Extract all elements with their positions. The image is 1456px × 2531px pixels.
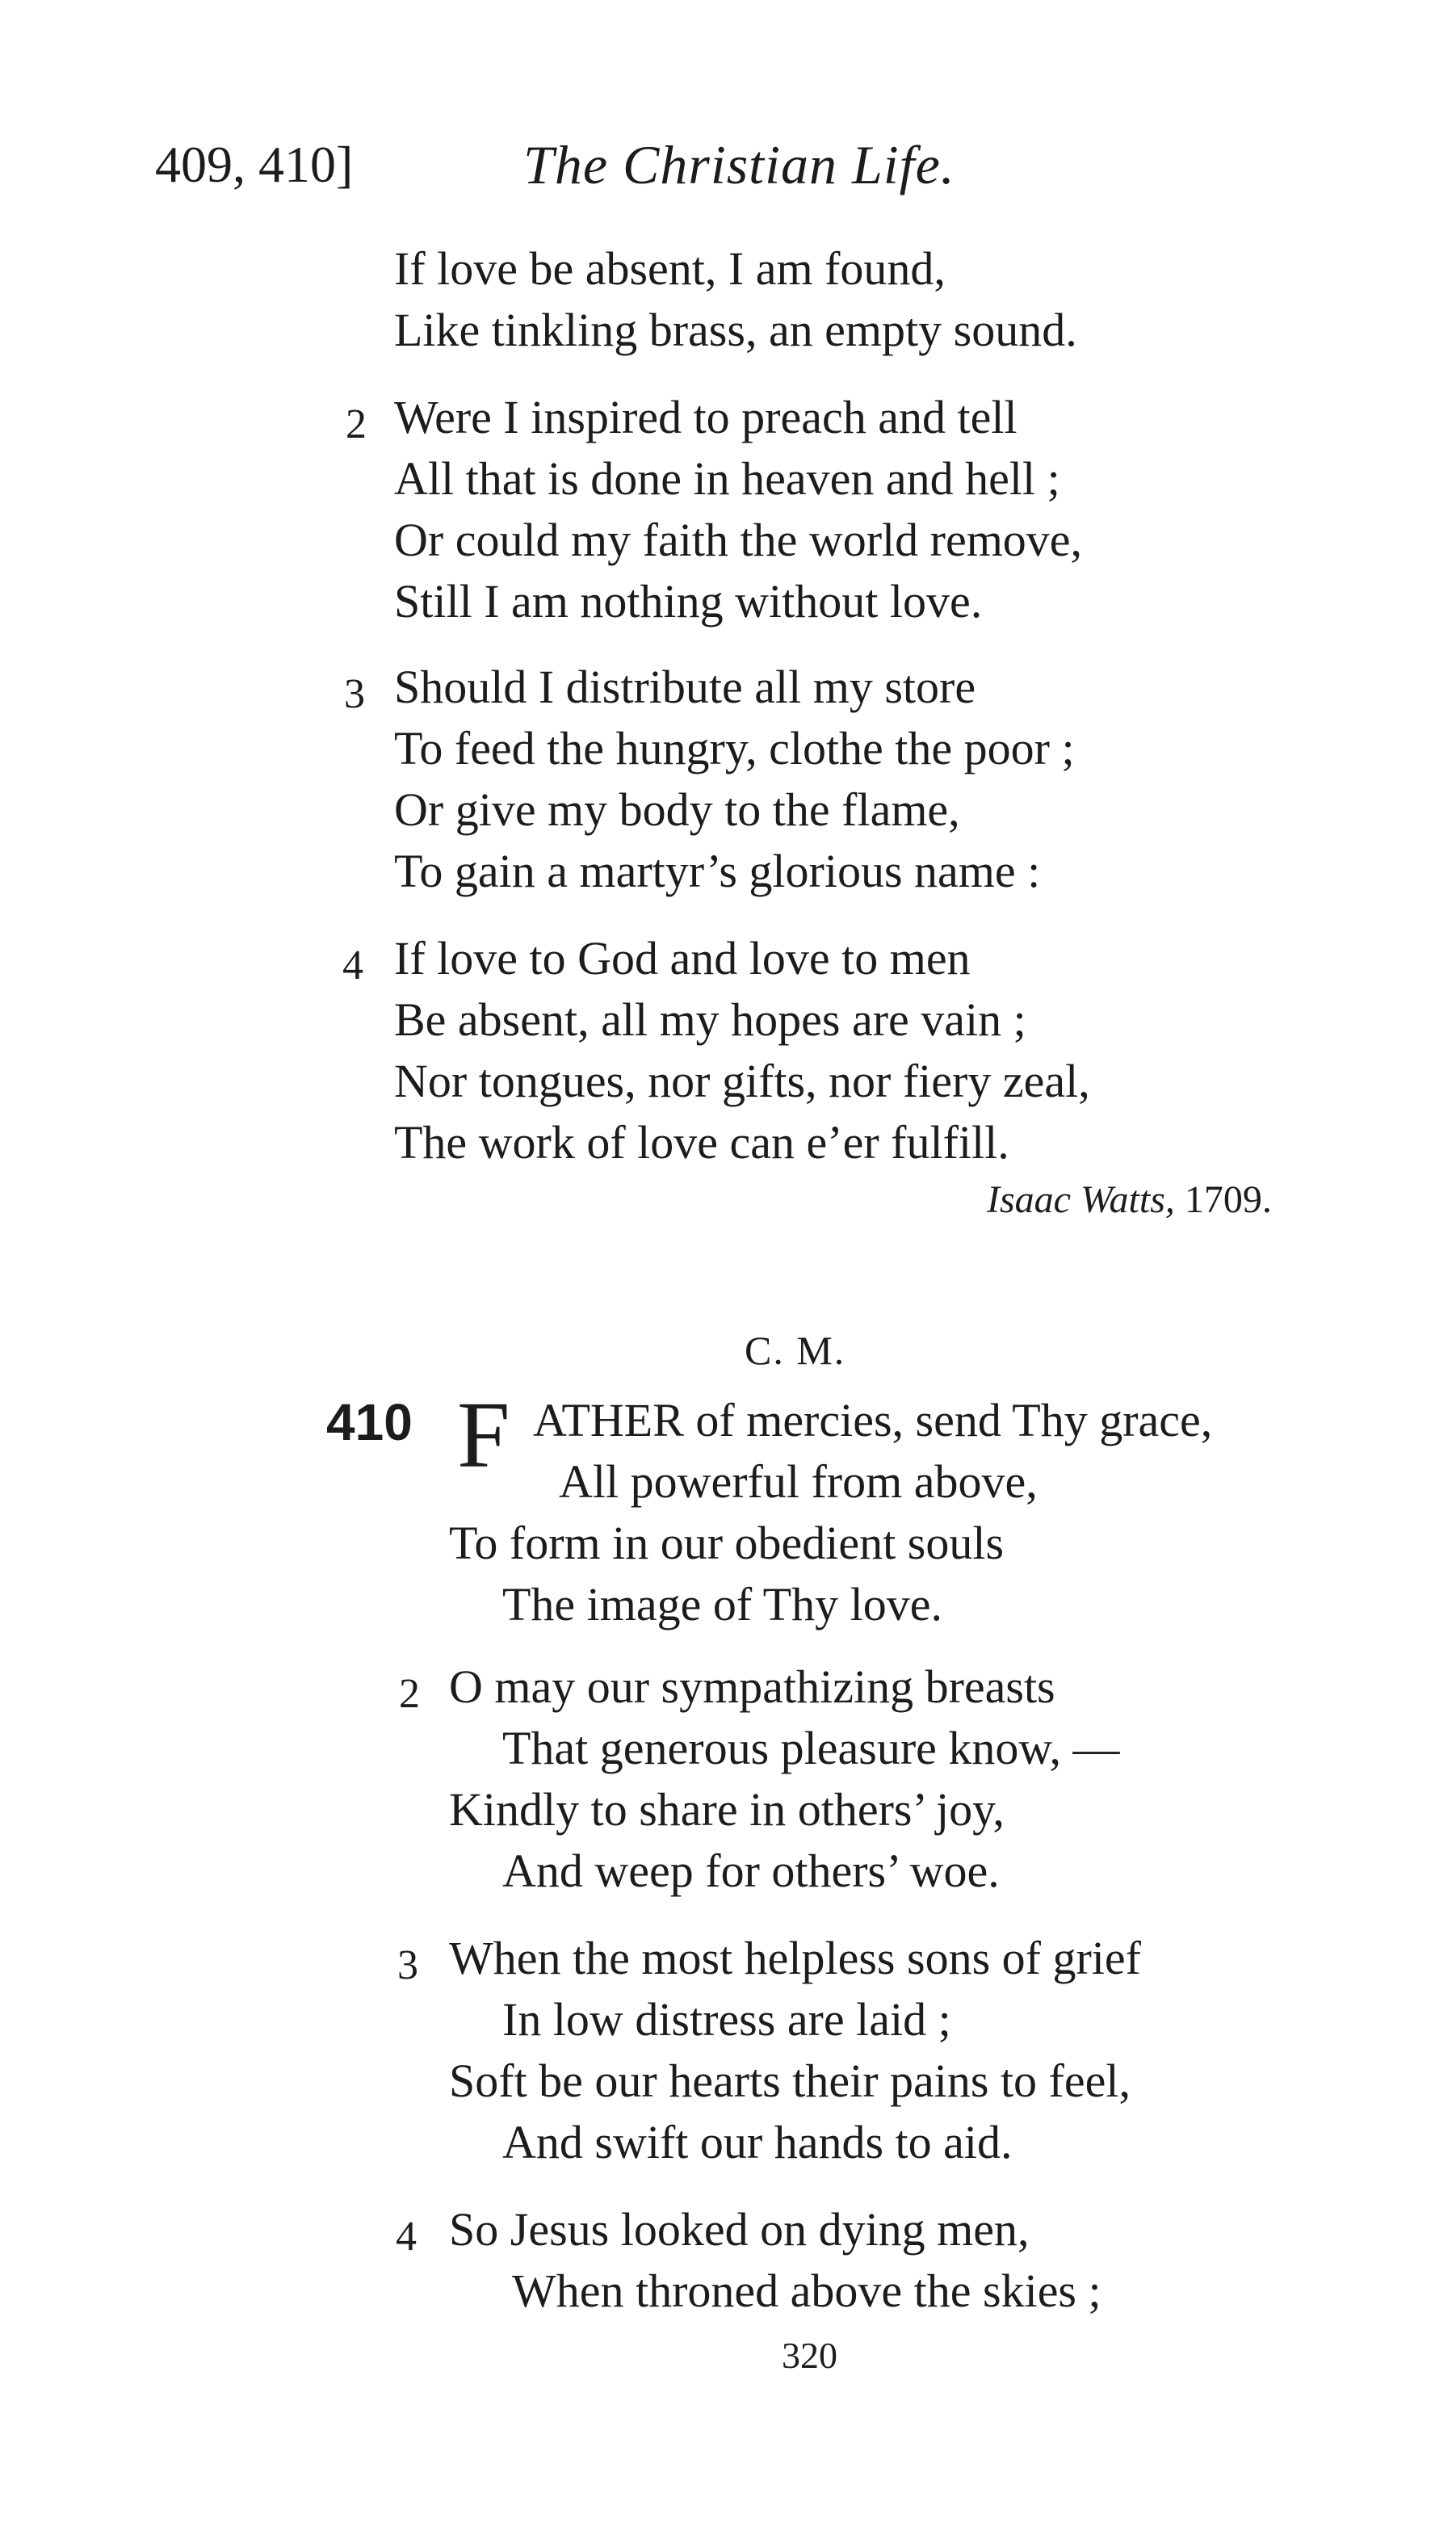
verse-number: 2 [399, 1671, 420, 1717]
hymn409-line: The work of love can e’er fulfill. [394, 1116, 1009, 1169]
hymn410-line: The image of Thy love. [502, 1578, 942, 1631]
hymn409-line: If love to God and love to men [394, 932, 971, 984]
verse-number: 3 [344, 671, 365, 717]
verse-number: 4 [342, 942, 363, 988]
hymn410-line: O may our sympathizing breasts [449, 1660, 1055, 1713]
hymn409-line: Were I inspired to preach and tell [394, 391, 1018, 443]
hymn410-line: In low distress are laid ; [502, 1993, 951, 2046]
meter-label: C. M. [745, 1328, 846, 1373]
drop-cap: F [457, 1382, 510, 1488]
hymn410-line: And swift our hands to aid. [502, 2116, 1013, 2168]
hymn409-line: To feed the hungry, clothe the poor ; [394, 722, 1075, 774]
hymn409-line: Like tinkling brass, an empty sound. [394, 304, 1077, 356]
hymn410-line: When the most helpless sons of grief [449, 1932, 1141, 1984]
verse-number: 4 [396, 2214, 417, 2260]
hymn409-line: Or give my body to the flame, [394, 783, 960, 836]
page-number: 320 [782, 2335, 837, 2376]
hymn409-line: Or could my faith the world remove, [394, 514, 1083, 566]
hymn409-line: To gain a martyr’s glorious name : [394, 845, 1041, 897]
hymn410-line: ATHER of mercies, send Thy grace, [533, 1394, 1213, 1446]
verse-number: 2 [346, 401, 367, 447]
hymn409-line: Nor tongues, nor gifts, nor fiery zeal, [394, 1055, 1090, 1107]
author-name: Isaac Watts, [987, 1178, 1175, 1221]
hymn409-line: If love be absent, I am found, [394, 242, 946, 295]
hymn409-line: Still I am nothing without love. [394, 575, 983, 628]
author-year: 1709. [1184, 1178, 1272, 1221]
hymn410-line: So Jesus looked on dying men, [449, 2203, 1030, 2256]
hymn409-line: Be absent, all my hopes are vain ; [394, 993, 1026, 1046]
hymn409-line: Should I distribute all my store [394, 661, 976, 713]
hymn-number: 410 [326, 1393, 413, 1451]
hymn410-line: To form in our obedient souls [449, 1517, 1005, 1569]
header-section-title: The Christian Life. [523, 134, 955, 195]
hymn410-line: When throned above the skies ; [512, 2264, 1101, 2317]
hymn410-line: And weep for others’ woe. [502, 1845, 1000, 1897]
verse-number: 3 [397, 1942, 418, 1988]
author-attribution [987, 1178, 1272, 1221]
hymn410-line: That generous pleasure know, — [502, 1722, 1120, 1774]
hymn410-line: Soft be our hearts their pains to feel, [449, 2055, 1131, 2107]
hymn409-line: All that is done in heaven and hell ; [394, 452, 1060, 505]
hymn410-line: Kindly to share in others’ joy, [449, 1783, 1005, 1836]
header-hymn-numbers: 409, 410] [155, 136, 354, 193]
hymn410-line: All powerful from above, [559, 1455, 1038, 1508]
